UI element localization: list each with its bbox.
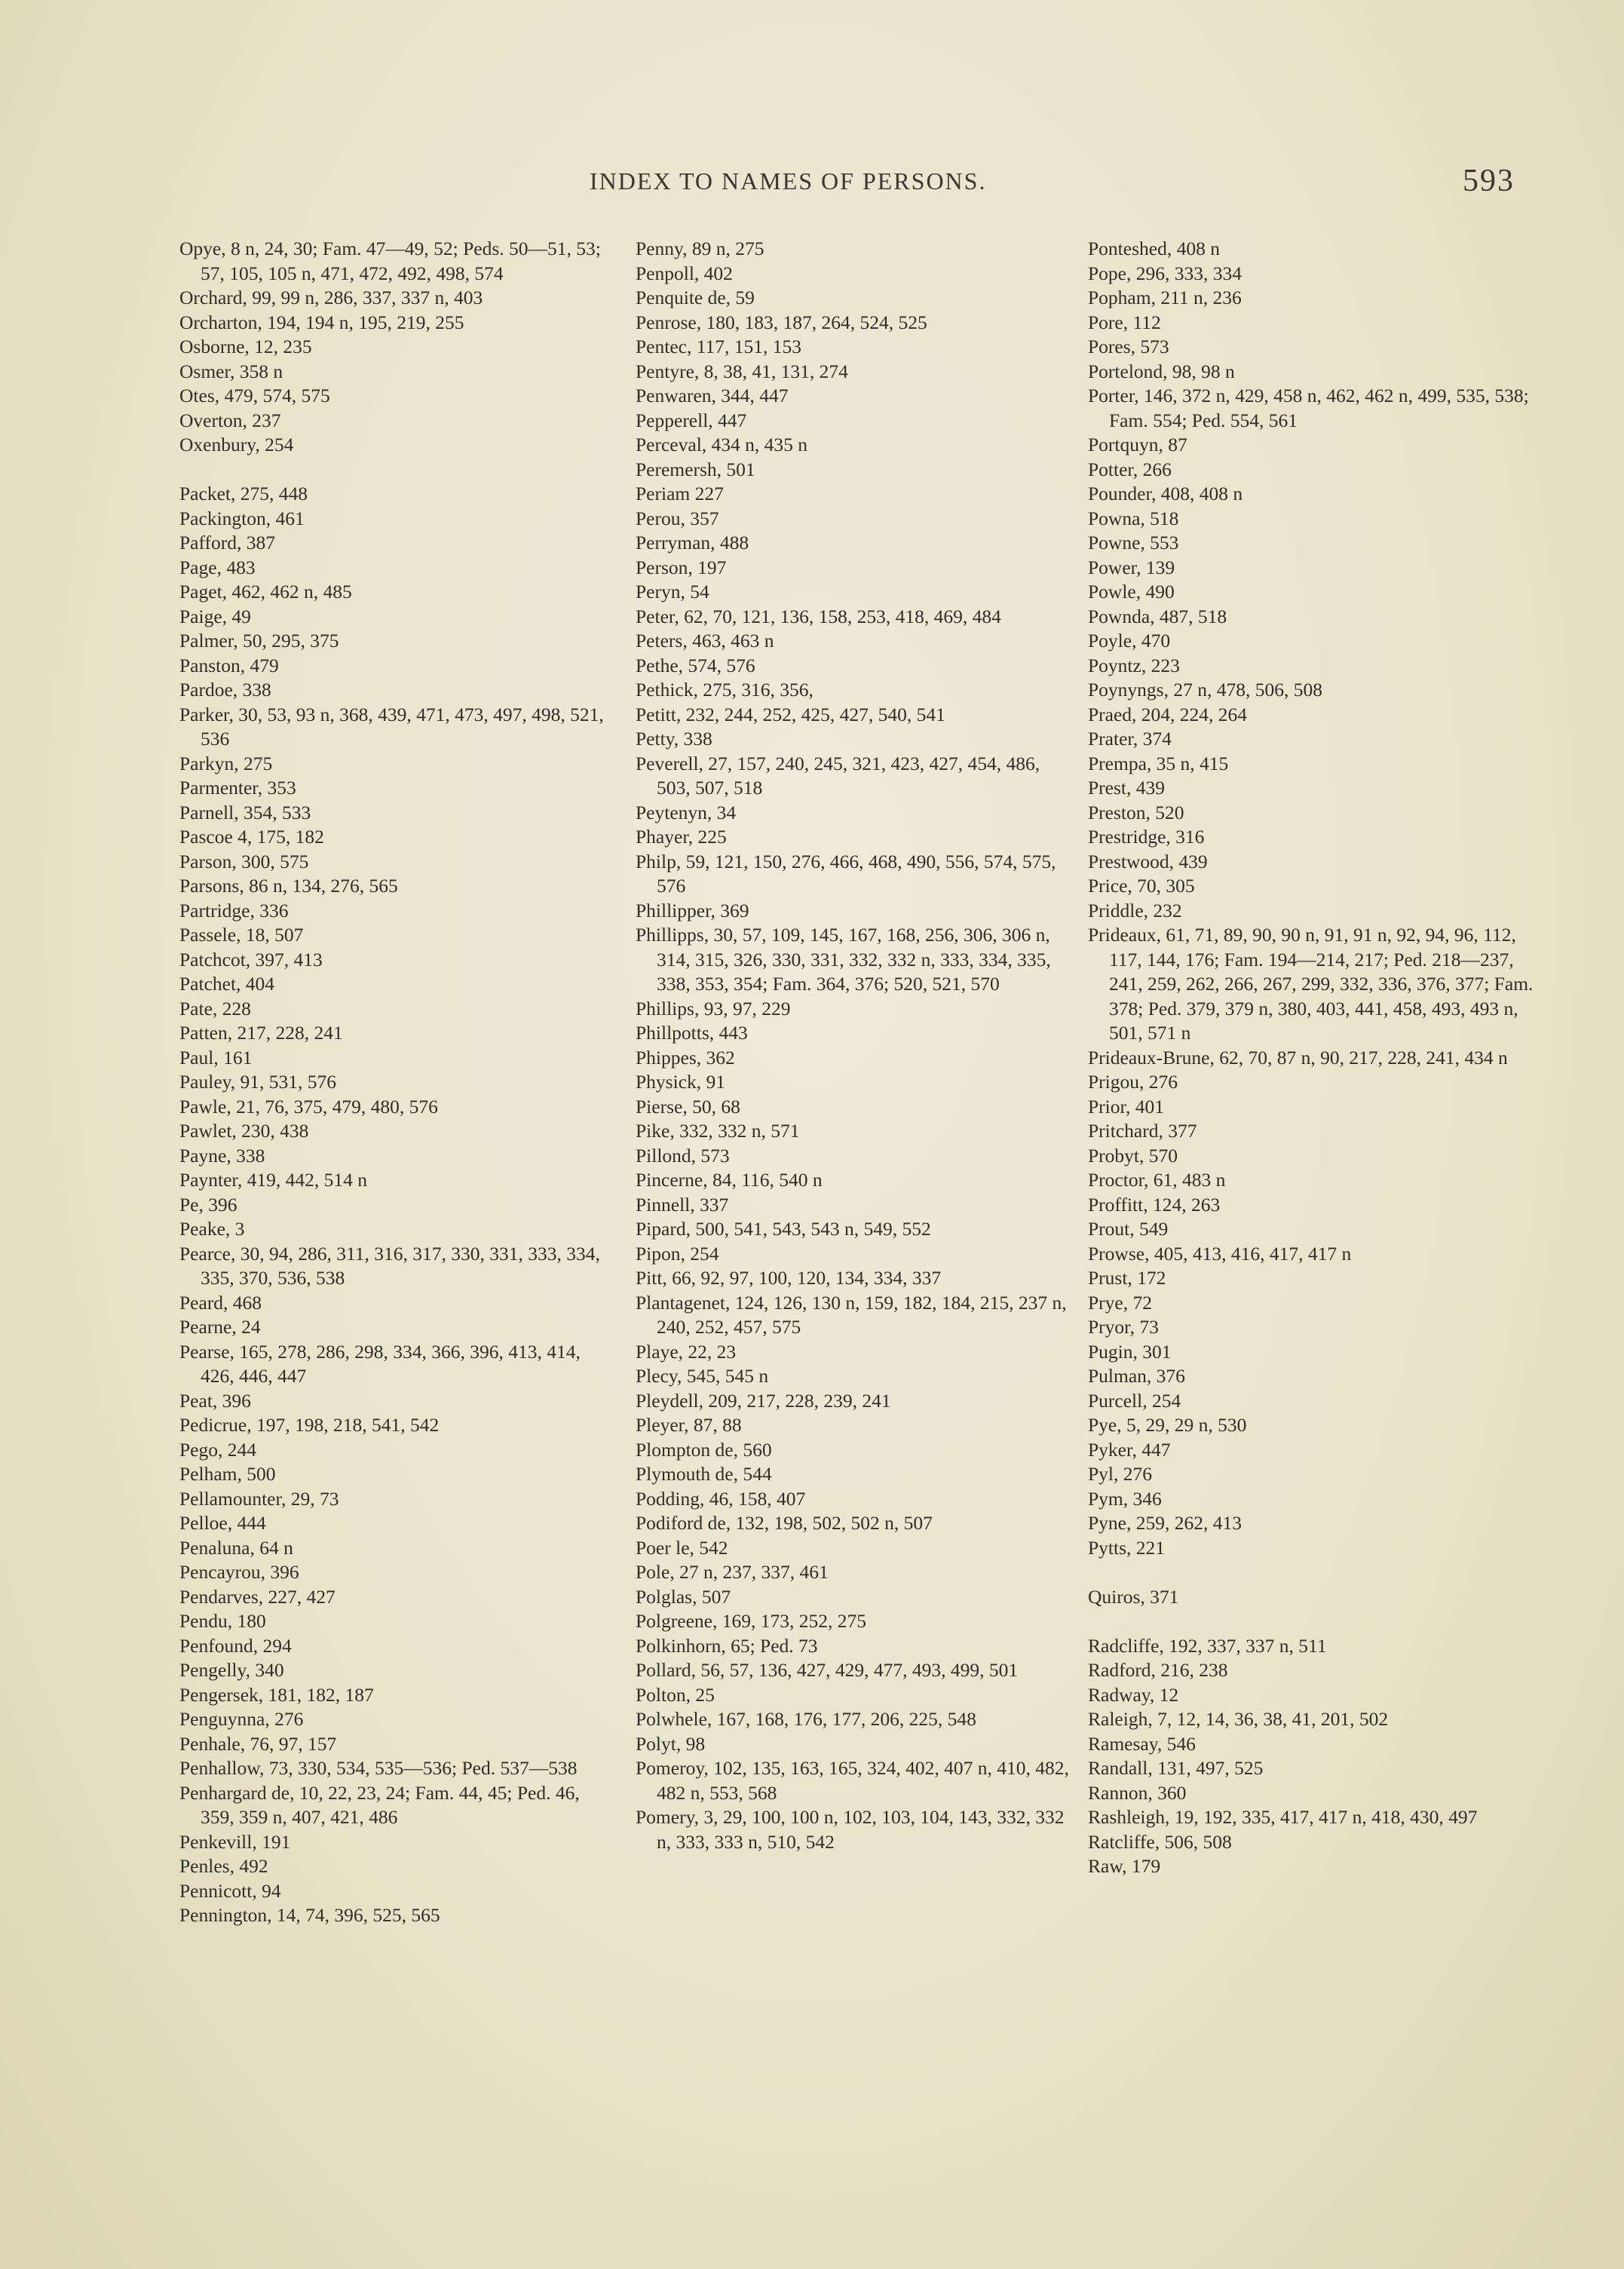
- index-entry: Pencayrou, 396: [179, 1561, 299, 1583]
- index-entry: Prout, 549: [1088, 1218, 1169, 1240]
- index-entry: Pearne, 24: [179, 1316, 261, 1338]
- index-entry: Porter, 146, 372 n, 429, 458 n, 462, 462 n, 499, 535, 538; Fam. 554; Ped. 554, 561: [1088, 385, 1529, 431]
- index-entry: Packet, 275, 448: [179, 483, 308, 504]
- index-entry: Osborne, 12, 235: [179, 336, 312, 357]
- index-entry: Panston, 479: [179, 654, 279, 676]
- index-entry: Pytts, 221: [1088, 1536, 1166, 1559]
- index-entry: Radcliffe, 192, 337, 337 n, 511: [1088, 1634, 1327, 1657]
- index-entry: Polgreene, 169, 173, 252, 275: [636, 1610, 866, 1632]
- index-entry: Pyker, 447: [1088, 1438, 1171, 1461]
- index-entry: Pedicrue, 197, 198, 218, 541, 542: [179, 1414, 440, 1436]
- index-entry: Paige, 49: [179, 605, 251, 627]
- index-entry: Randall, 131, 497, 525: [1088, 1757, 1264, 1779]
- index-entry: Pyl, 276: [1088, 1463, 1153, 1485]
- index-entry: Penwaren, 344, 447: [636, 385, 789, 406]
- index-entry: Polyt, 98: [636, 1732, 706, 1755]
- index-entry: Osmer, 358 n: [179, 360, 283, 382]
- index-entry: Opye, 8 n, 24, 30; Fam. 47—49, 52; Peds. 50—51, 53; 57, 105, 105 n, 471, 472, 492, 498, 574: [179, 238, 601, 284]
- index-entry: Peake, 3: [179, 1218, 245, 1240]
- index-entry: Peryn, 54: [636, 581, 709, 603]
- index-entry: Pepperell, 447: [636, 409, 747, 431]
- index-entry: Pryor, 73: [1088, 1316, 1159, 1338]
- index-entry: Powna, 518: [1088, 507, 1179, 529]
- index-entry: Podiford de, 132, 198, 502, 502 n, 507: [636, 1512, 933, 1534]
- index-entry: Praed, 204, 224, 264: [1088, 703, 1248, 725]
- index-entry: Pike, 332, 332 n, 571: [636, 1120, 800, 1142]
- index-entry: Patchet, 404: [179, 973, 275, 995]
- index-entry: Peter, 62, 70, 121, 136, 158, 253, 418, 469, 484: [636, 605, 1001, 627]
- index-entry: Pawle, 21, 76, 375, 479, 480, 576: [179, 1095, 438, 1118]
- index-entry: Pafford, 387: [179, 532, 276, 553]
- index-entry: Price, 70, 305: [1088, 875, 1195, 897]
- index-entry: Periam 227: [636, 483, 724, 504]
- index-entry: Raleigh, 7, 12, 14, 36, 38, 41, 201, 502: [1088, 1708, 1389, 1730]
- index-entry: Portelond, 98, 98 n: [1088, 360, 1235, 382]
- index-entry: Orchard, 99, 99 n, 286, 337, 337 n, 403: [179, 287, 483, 308]
- index-entry: Proctor, 61, 483 n: [1088, 1169, 1226, 1191]
- page-number: 593: [1463, 164, 1515, 198]
- index-entry: Pomery, 3, 29, 100, 100 n, 102, 103, 104, 143, 332, 332 n, 333, 333 n, 510, 542: [636, 1806, 1065, 1853]
- index-entry: Paul, 161: [179, 1046, 253, 1069]
- index-entry: Pyne, 259, 262, 413: [1088, 1512, 1242, 1534]
- index-entry: Prestwood, 439: [1088, 850, 1208, 872]
- index-entry: Penhargard de, 10, 22, 23, 24; Fam. 44, 45; Ped. 46, 359, 359 n, 407, 421, 486: [179, 1781, 580, 1828]
- index-entry: Penquite de, 59: [636, 287, 755, 308]
- index-entry: Poynyngs, 27 n, 478, 506, 508: [1088, 679, 1322, 701]
- index-entry: Prestridge, 316: [1088, 826, 1205, 848]
- index-entry: Penaluna, 64 n: [179, 1536, 293, 1559]
- section-gap: [1088, 1609, 1540, 1634]
- index-entry: Ratcliffe, 506, 508: [1088, 1830, 1232, 1853]
- index-entry: Polton, 25: [636, 1683, 715, 1706]
- index-entry: Pincerne, 84, 116, 540 n: [636, 1169, 823, 1191]
- index-entry: Packington, 461: [179, 507, 305, 529]
- index-entry: Pethe, 574, 576: [636, 654, 755, 676]
- index-entry: Polkinhorn, 65; Ped. 73: [636, 1634, 818, 1657]
- index-entry: Prye, 72: [1088, 1291, 1152, 1314]
- index-entry: Penny, 89 n, 275: [636, 238, 765, 259]
- index-entry: Philp, 59, 121, 150, 276, 466, 468, 490, 556, 574, 575, 576: [636, 850, 1056, 897]
- index-entry: Poyntz, 223: [1088, 654, 1180, 676]
- index-entry: Pollard, 56, 57, 136, 427, 429, 477, 493, 499, 501: [636, 1659, 1019, 1681]
- index-entry: Parkyn, 275: [179, 752, 273, 774]
- index-entry: Pitt, 66, 92, 97, 100, 120, 134, 334, 337: [636, 1267, 942, 1289]
- index-entry: Radford, 216, 238: [1088, 1659, 1228, 1681]
- index-entry: Potter, 266: [1088, 458, 1172, 480]
- index-entry: Payne, 338: [179, 1144, 265, 1167]
- index-entry: Physick, 91: [636, 1071, 726, 1093]
- index-entry: Plecy, 545, 545 n: [636, 1365, 769, 1387]
- index-entry: Person, 197: [636, 556, 727, 578]
- index-entry: Polwhele, 167, 168, 176, 177, 206, 225, 548: [636, 1708, 976, 1730]
- index-entry: Pendu, 180: [179, 1610, 266, 1632]
- index-entry: Phillpotts, 443: [636, 1022, 748, 1044]
- index-entry: Pethick, 275, 316, 356,: [636, 679, 814, 701]
- index-entry: Penhallow, 73, 330, 534, 535—536; Ped. 537—538: [179, 1757, 578, 1779]
- index-entry: Prideaux-Brune, 62, 70, 87 n, 90, 217, 228, 241, 434 n: [1088, 1046, 1508, 1069]
- index-entry: Parnell, 354, 533: [179, 801, 311, 823]
- index-entry: Perryman, 488: [636, 532, 749, 553]
- index-entry: Probyt, 570: [1088, 1144, 1178, 1167]
- index-entry: Peytenyn, 34: [636, 801, 737, 823]
- index-entry: Pentyre, 8, 38, 41, 131, 274: [636, 360, 848, 382]
- index-entry: Prust, 172: [1088, 1267, 1166, 1289]
- index-entry: Prigou, 276: [1088, 1071, 1178, 1093]
- index-entry: Peremersh, 501: [636, 458, 755, 480]
- index-entry: Poer le, 542: [636, 1536, 728, 1559]
- index-entry: Ponteshed, 408 n: [1088, 238, 1220, 259]
- index-entry: Prior, 401: [1088, 1095, 1164, 1118]
- index-entry: Pipard, 500, 541, 543, 543 n, 549, 552: [636, 1218, 931, 1240]
- index-entry: Phillipps, 30, 57, 109, 145, 167, 168, 256, 306, 306 n, 314, 315, 326, 330, 331, 332, 332 n, 333, 334, 335, 338, 353, 354; Fam. 364, 376; 520, 521, 570: [636, 924, 1051, 995]
- index-entry: Peard, 468: [179, 1291, 262, 1314]
- index-entry: Penguynna, 276: [179, 1708, 304, 1730]
- index-entry: Pomeroy, 102, 135, 163, 165, 324, 402, 407 n, 410, 482, 482 n, 553, 568: [636, 1757, 1069, 1804]
- index-entry: Penfound, 294: [179, 1634, 292, 1657]
- index-entry: Prater, 374: [1088, 728, 1172, 750]
- page-title: INDEX TO NAMES OF PERSONS.: [590, 167, 987, 195]
- index-entry: Paynter, 419, 442, 514 n: [179, 1169, 367, 1191]
- index-column-2: [636, 237, 1073, 1854]
- index-entry: Phillipper, 369: [636, 899, 749, 921]
- index-entry: Pounder, 408, 408 n: [1088, 483, 1243, 504]
- index-entry: Portquyn, 87: [1088, 434, 1187, 455]
- index-entry: Podding, 46, 158, 407: [636, 1487, 806, 1510]
- index-entry: Peters, 463, 463 n: [636, 630, 774, 652]
- index-entry: Patchcot, 397, 413: [179, 948, 323, 970]
- index-entry: Perceval, 434 n, 435 n: [636, 434, 808, 455]
- index-entry: Pierse, 50, 68: [636, 1095, 740, 1118]
- index-entry: Penrose, 180, 183, 187, 264, 524, 525: [636, 311, 927, 333]
- index-entry: Pengelly, 340: [179, 1659, 284, 1681]
- index-entry: Powne, 553: [1088, 532, 1179, 553]
- index-entry: Otes, 479, 574, 575: [179, 385, 330, 406]
- index-entry: Pawlet, 230, 438: [179, 1120, 309, 1142]
- index-entry: Prowse, 405, 413, 416, 417, 417 n: [1088, 1242, 1352, 1265]
- index-entry: Penhale, 76, 97, 157: [179, 1732, 337, 1755]
- index-entry: Pillond, 573: [636, 1144, 730, 1167]
- index-entry: Playe, 22, 23: [636, 1340, 737, 1363]
- index-entry: Pore, 112: [1088, 311, 1161, 333]
- index-entry: Plantagenet, 124, 126, 130 n, 159, 182, 184, 215, 237 n, 240, 252, 457, 575: [636, 1291, 1067, 1338]
- index-entry: Pego, 244: [179, 1438, 256, 1461]
- index-entry: Page, 483: [179, 556, 256, 578]
- index-entry: Oxenbury, 254: [179, 434, 294, 455]
- index-entry: Pearse, 165, 278, 286, 298, 334, 366, 396, 413, 414, 426, 446, 447: [179, 1340, 581, 1387]
- index-entry: Partridge, 336: [179, 899, 289, 921]
- index-entry: Popham, 211 n, 236: [1088, 287, 1242, 308]
- index-entry: Pengersek, 181, 182, 187: [179, 1683, 374, 1706]
- index-entry: Pleydell, 209, 217, 228, 239, 241: [636, 1389, 891, 1412]
- index-entry: Proffitt, 124, 263: [1088, 1193, 1221, 1216]
- section-gap: [1088, 1560, 1540, 1585]
- index-entry: Prideaux, 61, 71, 89, 90, 90 n, 91, 91 n, 92, 94, 96, 112, 117, 144, 176; Fam. 194—214, 217; Ped. 218—237, 241, 259, 262, 266, 267, 299, 332, 336, 376, 377; Fam. 378; Ped. 379, 379 n, 380, 403, 441, 458, 493, 493 n, 501, 571 n: [1088, 924, 1534, 1044]
- index-entry: Pelloe, 444: [179, 1512, 266, 1534]
- section-gap: [179, 458, 617, 483]
- index-entry: Pe, 396: [179, 1193, 237, 1216]
- index-entry: Powle, 490: [1088, 581, 1175, 603]
- index-entry: Penkevill, 191: [179, 1830, 291, 1853]
- index-entry: Palmer, 50, 295, 375: [179, 630, 339, 652]
- index-entry: Penles, 492: [179, 1855, 268, 1877]
- index-entry: Pearce, 30, 94, 286, 311, 316, 317, 330, 331, 333, 334, 335, 370, 536, 538: [179, 1242, 600, 1289]
- index-entry: Petty, 338: [636, 728, 712, 750]
- index-entry: Perou, 357: [636, 507, 719, 529]
- index-entry: Ramesay, 546: [1088, 1732, 1196, 1755]
- index-entry: Peverell, 27, 157, 240, 245, 321, 423, 427, 454, 486, 503, 507, 518: [636, 752, 1040, 799]
- index-entry: Phippes, 362: [636, 1046, 735, 1069]
- index-entry: Pores, 573: [1088, 336, 1169, 357]
- index-entry: Parson, 300, 575: [179, 850, 309, 872]
- index-entry: Pritchard, 377: [1088, 1120, 1197, 1142]
- index-entry: Pipon, 254: [636, 1242, 719, 1265]
- index-entry: Pleyer, 87, 88: [636, 1414, 742, 1436]
- index-entry: Parker, 30, 53, 93 n, 368, 439, 471, 473, 497, 498, 521, 536: [179, 703, 604, 750]
- index-entry: Paget, 462, 462 n, 485: [179, 581, 352, 603]
- index-entry: Pellamounter, 29, 73: [179, 1487, 339, 1510]
- index-entry: Pennicott, 94: [179, 1879, 281, 1902]
- index-entry: Pulman, 376: [1088, 1365, 1185, 1387]
- index-entry: Plompton de, 560: [636, 1438, 772, 1461]
- index-entry: Phayer, 225: [636, 826, 727, 848]
- index-entry: Pole, 27 n, 237, 337, 461: [636, 1561, 829, 1583]
- index-entry: Pascoe 4, 175, 182: [179, 826, 324, 848]
- index-entry: Radway, 12: [1088, 1683, 1179, 1706]
- index-entry: Prempa, 35 n, 415: [1088, 752, 1229, 774]
- index-entry: Quiros, 371: [1088, 1585, 1179, 1608]
- index-entry: Overton, 237: [179, 409, 281, 431]
- index-entry: Priddle, 232: [1088, 899, 1182, 921]
- index-entry: Pye, 5, 29, 29 n, 530: [1088, 1414, 1247, 1436]
- index-entry: Pennington, 14, 74, 396, 525, 565: [179, 1904, 440, 1926]
- index-entry: Petitt, 232, 244, 252, 425, 427, 540, 541: [636, 703, 945, 725]
- index-entry: Power, 139: [1088, 556, 1175, 578]
- index-entry: Pentec, 117, 151, 153: [636, 336, 802, 357]
- index-entry: Polglas, 507: [636, 1585, 731, 1608]
- index-entry: Purcell, 254: [1088, 1389, 1181, 1412]
- index-entry: Pownda, 487, 518: [1088, 605, 1227, 627]
- index-entry: Patten, 217, 228, 241: [179, 1022, 343, 1044]
- index-entry: Plymouth de, 544: [636, 1463, 772, 1485]
- page-header: [0, 164, 1624, 205]
- index-entry: Pardoe, 338: [179, 679, 271, 701]
- index-entry: Pelham, 500: [179, 1463, 276, 1485]
- index-column-1: [179, 237, 617, 1928]
- index-entry: Pope, 296, 333, 334: [1088, 262, 1242, 284]
- index-entry: Poyle, 470: [1088, 630, 1171, 652]
- index-entry: Passele, 18, 507: [179, 924, 304, 946]
- index-entry: Rashleigh, 19, 192, 335, 417, 417 n, 418, 430, 497: [1088, 1806, 1478, 1828]
- index-entry: Pate, 228: [179, 997, 251, 1020]
- index-entry: Pauley, 91, 531, 576: [179, 1071, 336, 1093]
- index-entry: Prest, 439: [1088, 777, 1165, 799]
- index-entry: Raw, 179: [1088, 1855, 1161, 1877]
- index-entry: Orcharton, 194, 194 n, 195, 219, 255: [179, 311, 464, 333]
- index-entry: Peat, 396: [179, 1389, 251, 1412]
- index-entry: Parsons, 86 n, 134, 276, 565: [179, 875, 398, 897]
- index-entry: Pym, 346: [1088, 1487, 1162, 1510]
- index-entry: Rannon, 360: [1088, 1781, 1187, 1804]
- index-column-3: [1088, 237, 1540, 1879]
- index-entry: Phillips, 93, 97, 229: [636, 997, 791, 1020]
- index-entry: Pugin, 301: [1088, 1340, 1172, 1363]
- index-entry: Penpoll, 402: [636, 262, 733, 284]
- index-entry: Pendarves, 227, 427: [179, 1585, 336, 1608]
- index-entry: Parmenter, 353: [179, 777, 296, 799]
- index-entry: Pinnell, 337: [636, 1193, 729, 1216]
- index-entry: Preston, 520: [1088, 801, 1184, 823]
